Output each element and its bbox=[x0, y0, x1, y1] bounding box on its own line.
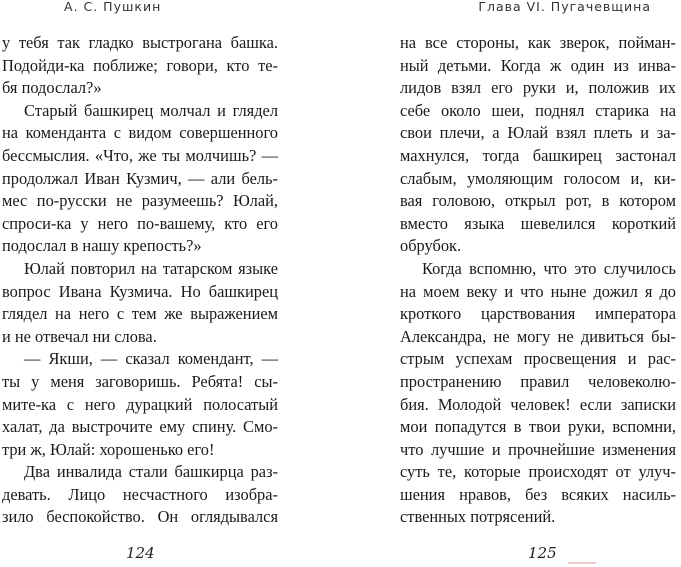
text-line: Подойди-ка поближе; говори, кто те- bbox=[2, 55, 278, 75]
text-line: глядел на него с тем же выражением bbox=[2, 304, 278, 324]
text-line: Два инвалида стали башкирца раз- bbox=[24, 462, 278, 482]
text-line: Юлай повторил на татарском языке bbox=[24, 258, 278, 278]
text-line: на моем веку и что ныне дожил я до bbox=[400, 281, 676, 301]
text-line: обрубок. bbox=[400, 236, 462, 256]
text-line: и не отвечал ни слова. bbox=[2, 326, 157, 346]
text-line: вая головою, открыл рот, в котором bbox=[400, 191, 676, 211]
text-line: Александра, не могу не дивиться бы- bbox=[400, 326, 676, 346]
text-line: суть те, которые происходят от улуч- bbox=[400, 462, 676, 482]
text-line: халат, да выстрочите ему спину. Смо- bbox=[2, 417, 278, 437]
text-line: лидов взял его руки и, положив их bbox=[400, 78, 676, 98]
text-line: шения нравов, без всяких насиль- bbox=[400, 484, 676, 504]
text-line: подослал в нашу крепость?» bbox=[2, 236, 202, 256]
text-line: ты у меня заговоришь. Ребята! сы- bbox=[2, 371, 278, 391]
text-line: бя подослал?» bbox=[2, 78, 102, 98]
text-line: Когда вспомню, что это случилось bbox=[422, 258, 676, 278]
text-line: спроси-ка у него по-вашему, кто его bbox=[2, 213, 278, 233]
text-line: пространению правил человеколю- bbox=[400, 371, 676, 391]
text-line: мите-ка с него дурацкий полосатый bbox=[2, 394, 278, 414]
text-line: — Якши, — сказал комендант, — bbox=[24, 349, 278, 369]
text-line: стрым успехам просвещения и рас- bbox=[400, 349, 676, 369]
text-line: зило беспокойство. Он оглядывался bbox=[2, 507, 278, 527]
text-line: свои плечи, а Юлай взял плеть и за- bbox=[400, 123, 676, 143]
page-number-left: 124 bbox=[126, 544, 155, 562]
text-line: вопрос Ивана Кузмича. Но башкирец bbox=[2, 281, 278, 301]
right-page-text bbox=[400, 32, 676, 529]
text-line: на коменданта с видом совершенного bbox=[2, 123, 278, 143]
text-line: девать. Лицо несчастного изобра- bbox=[2, 484, 278, 504]
text-line: мои попадутся в твои руки, вспомни, bbox=[400, 417, 676, 437]
text-line: слабым, умоляющим голосом и, ки- bbox=[400, 168, 676, 188]
text-line: мес по-русски не разумеешь? Юлай, bbox=[2, 191, 278, 211]
running-header-author: А. С. Пушкин bbox=[64, 0, 162, 14]
text-line: у тебя так гладко выстрогана башка. bbox=[2, 33, 278, 52]
text-line: махнулся, тогда башкирец застонал bbox=[400, 145, 676, 165]
text-line: на все стороны, как зверок, пойман- bbox=[400, 33, 676, 52]
page-marker bbox=[568, 562, 596, 564]
running-header-chapter: Глава VI. Пугачевщина bbox=[478, 0, 651, 14]
left-page-text bbox=[2, 32, 278, 529]
page-number-right: 125 bbox=[528, 544, 557, 562]
text-line: продолжал Иван Кузмич, — али бель- bbox=[2, 168, 278, 188]
text-line: ственных потрясений. bbox=[400, 507, 556, 527]
text-line: вместо языка шевелился короткий bbox=[400, 213, 676, 233]
text-line: бия. Молодой человек! если записки bbox=[400, 394, 676, 414]
text-line: три ж, Юлай: хорошенько его! bbox=[2, 439, 215, 459]
text-line: ный детьми. Когда ж один из инва- bbox=[400, 55, 676, 75]
text-line: себе около шеи, поднял старика на bbox=[400, 100, 676, 120]
text-line: что лучшие и прочнейшие изменения bbox=[400, 439, 676, 459]
text-line: бессмыслия. «Что, же ты молчишь? — bbox=[2, 145, 278, 165]
text-line: кроткого царствования императора bbox=[400, 304, 676, 324]
text-line: Старый башкирец молчал и глядел bbox=[24, 100, 278, 120]
